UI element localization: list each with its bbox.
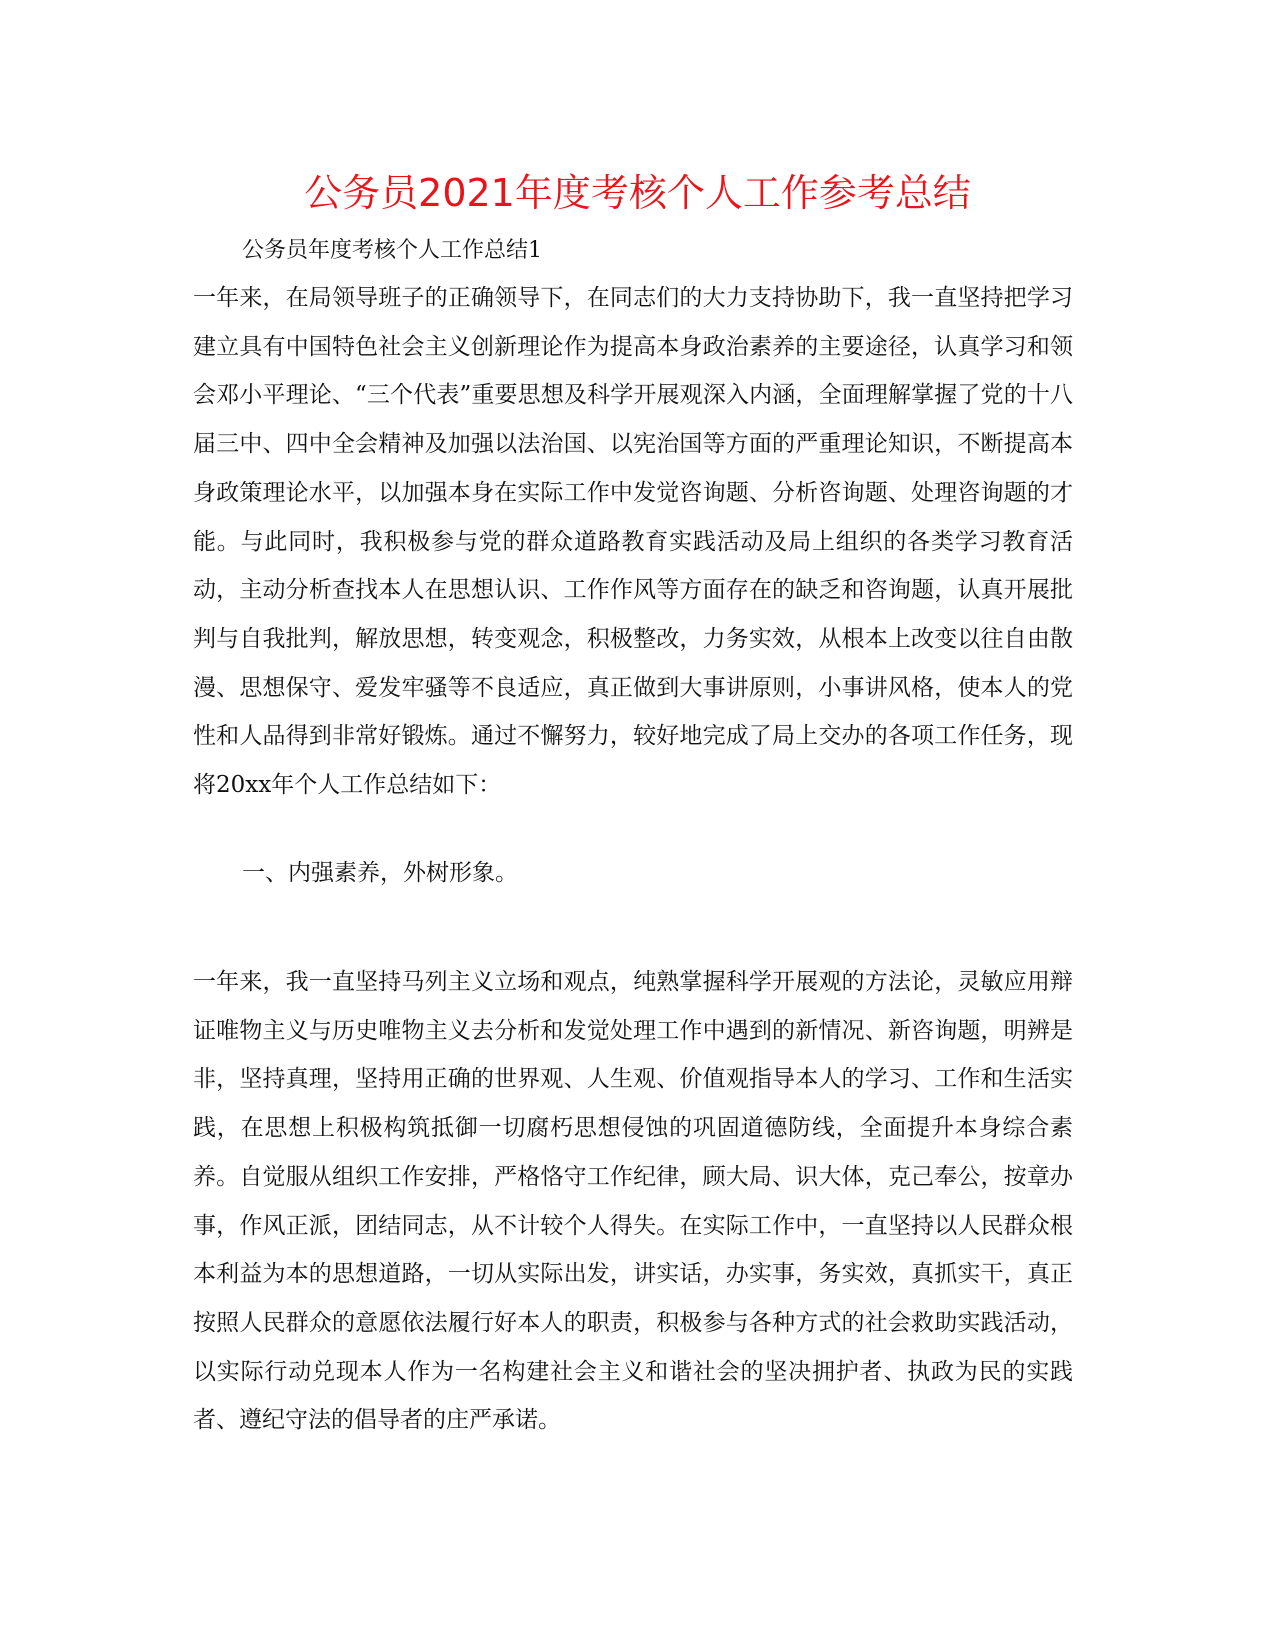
paragraph-intro: 一年来，在局领导班子的正确领导下，在同志们的大力支持协助下，我一直坚持把学习建立具有中国特色社会主义创新理论作为提高本身政治素养的主要途径，认真学习和领会邓小平理论、“三个代表”重要思想及科学开展观深入内涵，全面理解掌握了党的十八届三中、四中全会精神及加强以法治国、以宪治国等方面的严重理论知识，不断提高本身政策理论水平，以加强本身在实际工作中发觉咨询题、分析咨询题、处理咨询题的才能。与此同时，我积极参与党的群众道路教育实践活动及局上组织的各类学习教育活动，主动分析查找本人在思想认识、工作作风等方面存在的缺乏和咨询题，认真开展批判与自我批判，解放思想，转变观念，积极整改，力务实效，从根本上改变以往自由散漫、思想保守、爱发牢骚等不良适应，真正做到大事讲原则，小事讲风格，使本人的党性和人品得到非常好锻炼。通过不懈努力，较好地完成了局上交办的各项工作任务，现将20xx年个人工作总结如下： — [193, 285, 1073, 799]
document-title: 公务员2021年度考核个人工作参考总结 — [304, 171, 971, 215]
section-heading-1: 一、内强素养，外树形象。 — [242, 860, 518, 886]
paragraph-section-1: 一年来，我一直坚持马列主义立场和观点，纯熟掌握科学开展观的方法论，灵敏应用辩证唯物主义与历史唯物主义去分析和发觉处理工作中遇到的新情况、新咨询题，明辨是非，坚持真理，坚持用正确的世界观、人生观、价值观指导本人的学习、工作和生活实践，在思想上积极构筑抵御一切腐朽思想侵蚀的巩固道德防线，全面提升本身综合素养。自觉服从组织工作安排，严格恪守工作纪律，顾大局、识大体，克己奉公，按章办事，作风正派，团结同志，从不计较个人得失。在实际工作中，一直坚持以人民群众根本利益为本的思想道路，一切从实际出发，讲实话，办实事，务实效，真抓实干，真正按照人民群众的意愿依法履行好本人的职责，积极参与各种方式的社会救助实践活动，以实际行动兑现本人作为一名构建社会主义和谐社会的坚决拥护者、执政为民的实践者、遵纪守法的倡导者的庄严承诺。 — [193, 969, 1073, 1434]
document-subtitle: 公务员年度考核个人工作总结1 — [242, 238, 542, 263]
